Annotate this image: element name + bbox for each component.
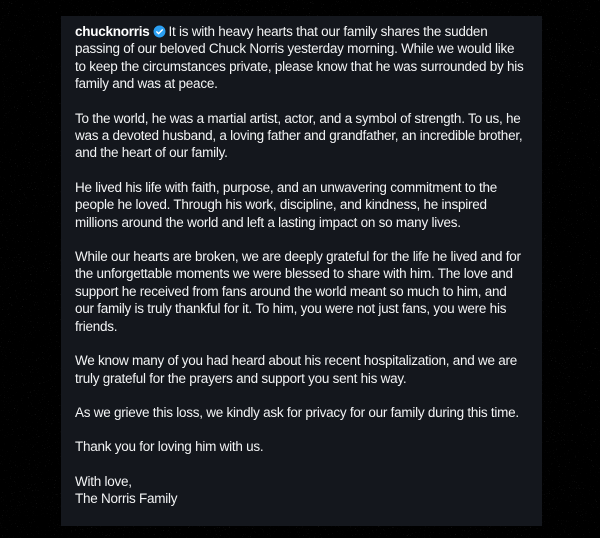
caption-intro-text: It is with heavy hearts that our family shares the sudden passing of our beloved Chuck Norris yesterday morning. While we would like to keep the circumstances private, please know that he was surrounded by his family and was at peace.: [75, 24, 524, 92]
signoff-line-1: With love,: [75, 473, 132, 489]
verified-badge-icon: [153, 25, 166, 38]
username-link[interactable]: chucknorris: [75, 24, 150, 39]
caption-paragraph-intro: [75, 23, 528, 93]
signoff-line-2: The Norris Family: [75, 491, 178, 507]
caption-paragraph: Thank you for loving him with us.: [75, 439, 264, 455]
caption-paragraph: As we grieve this loss, we kindly ask for privacy for our family during this time.: [75, 404, 519, 420]
caption-paragraph: We know many of you had heard about his recent hospitalization, and we are truly grateful for the prayers and support you sent his way.: [75, 353, 518, 386]
caption-signoff: [75, 473, 528, 508]
caption-paragraph: He lived his life with faith, purpose, and an unwavering commitment to the people he loved. Through his work, discipline, and kindness, he inspired millions around the world and left a lasting impact on so many lives.: [75, 179, 497, 230]
caption-paragraph: While our hearts are broken, we are deeply grateful for the life he lived and for the unforgettable moments we were blessed to share with him. The love and support he received from fans around the world meant so much to him, and our family is truly thankful for it. To him, you were not just fans, you were his friends.: [75, 249, 521, 334]
caption-paragraph: To the world, he was a martial artist, actor, and a symbol of strength. To us, he was a devoted husband, a loving father and grandfather, an incredible brother, and the heart of our family.: [75, 110, 523, 161]
caption-panel: [61, 16, 542, 526]
